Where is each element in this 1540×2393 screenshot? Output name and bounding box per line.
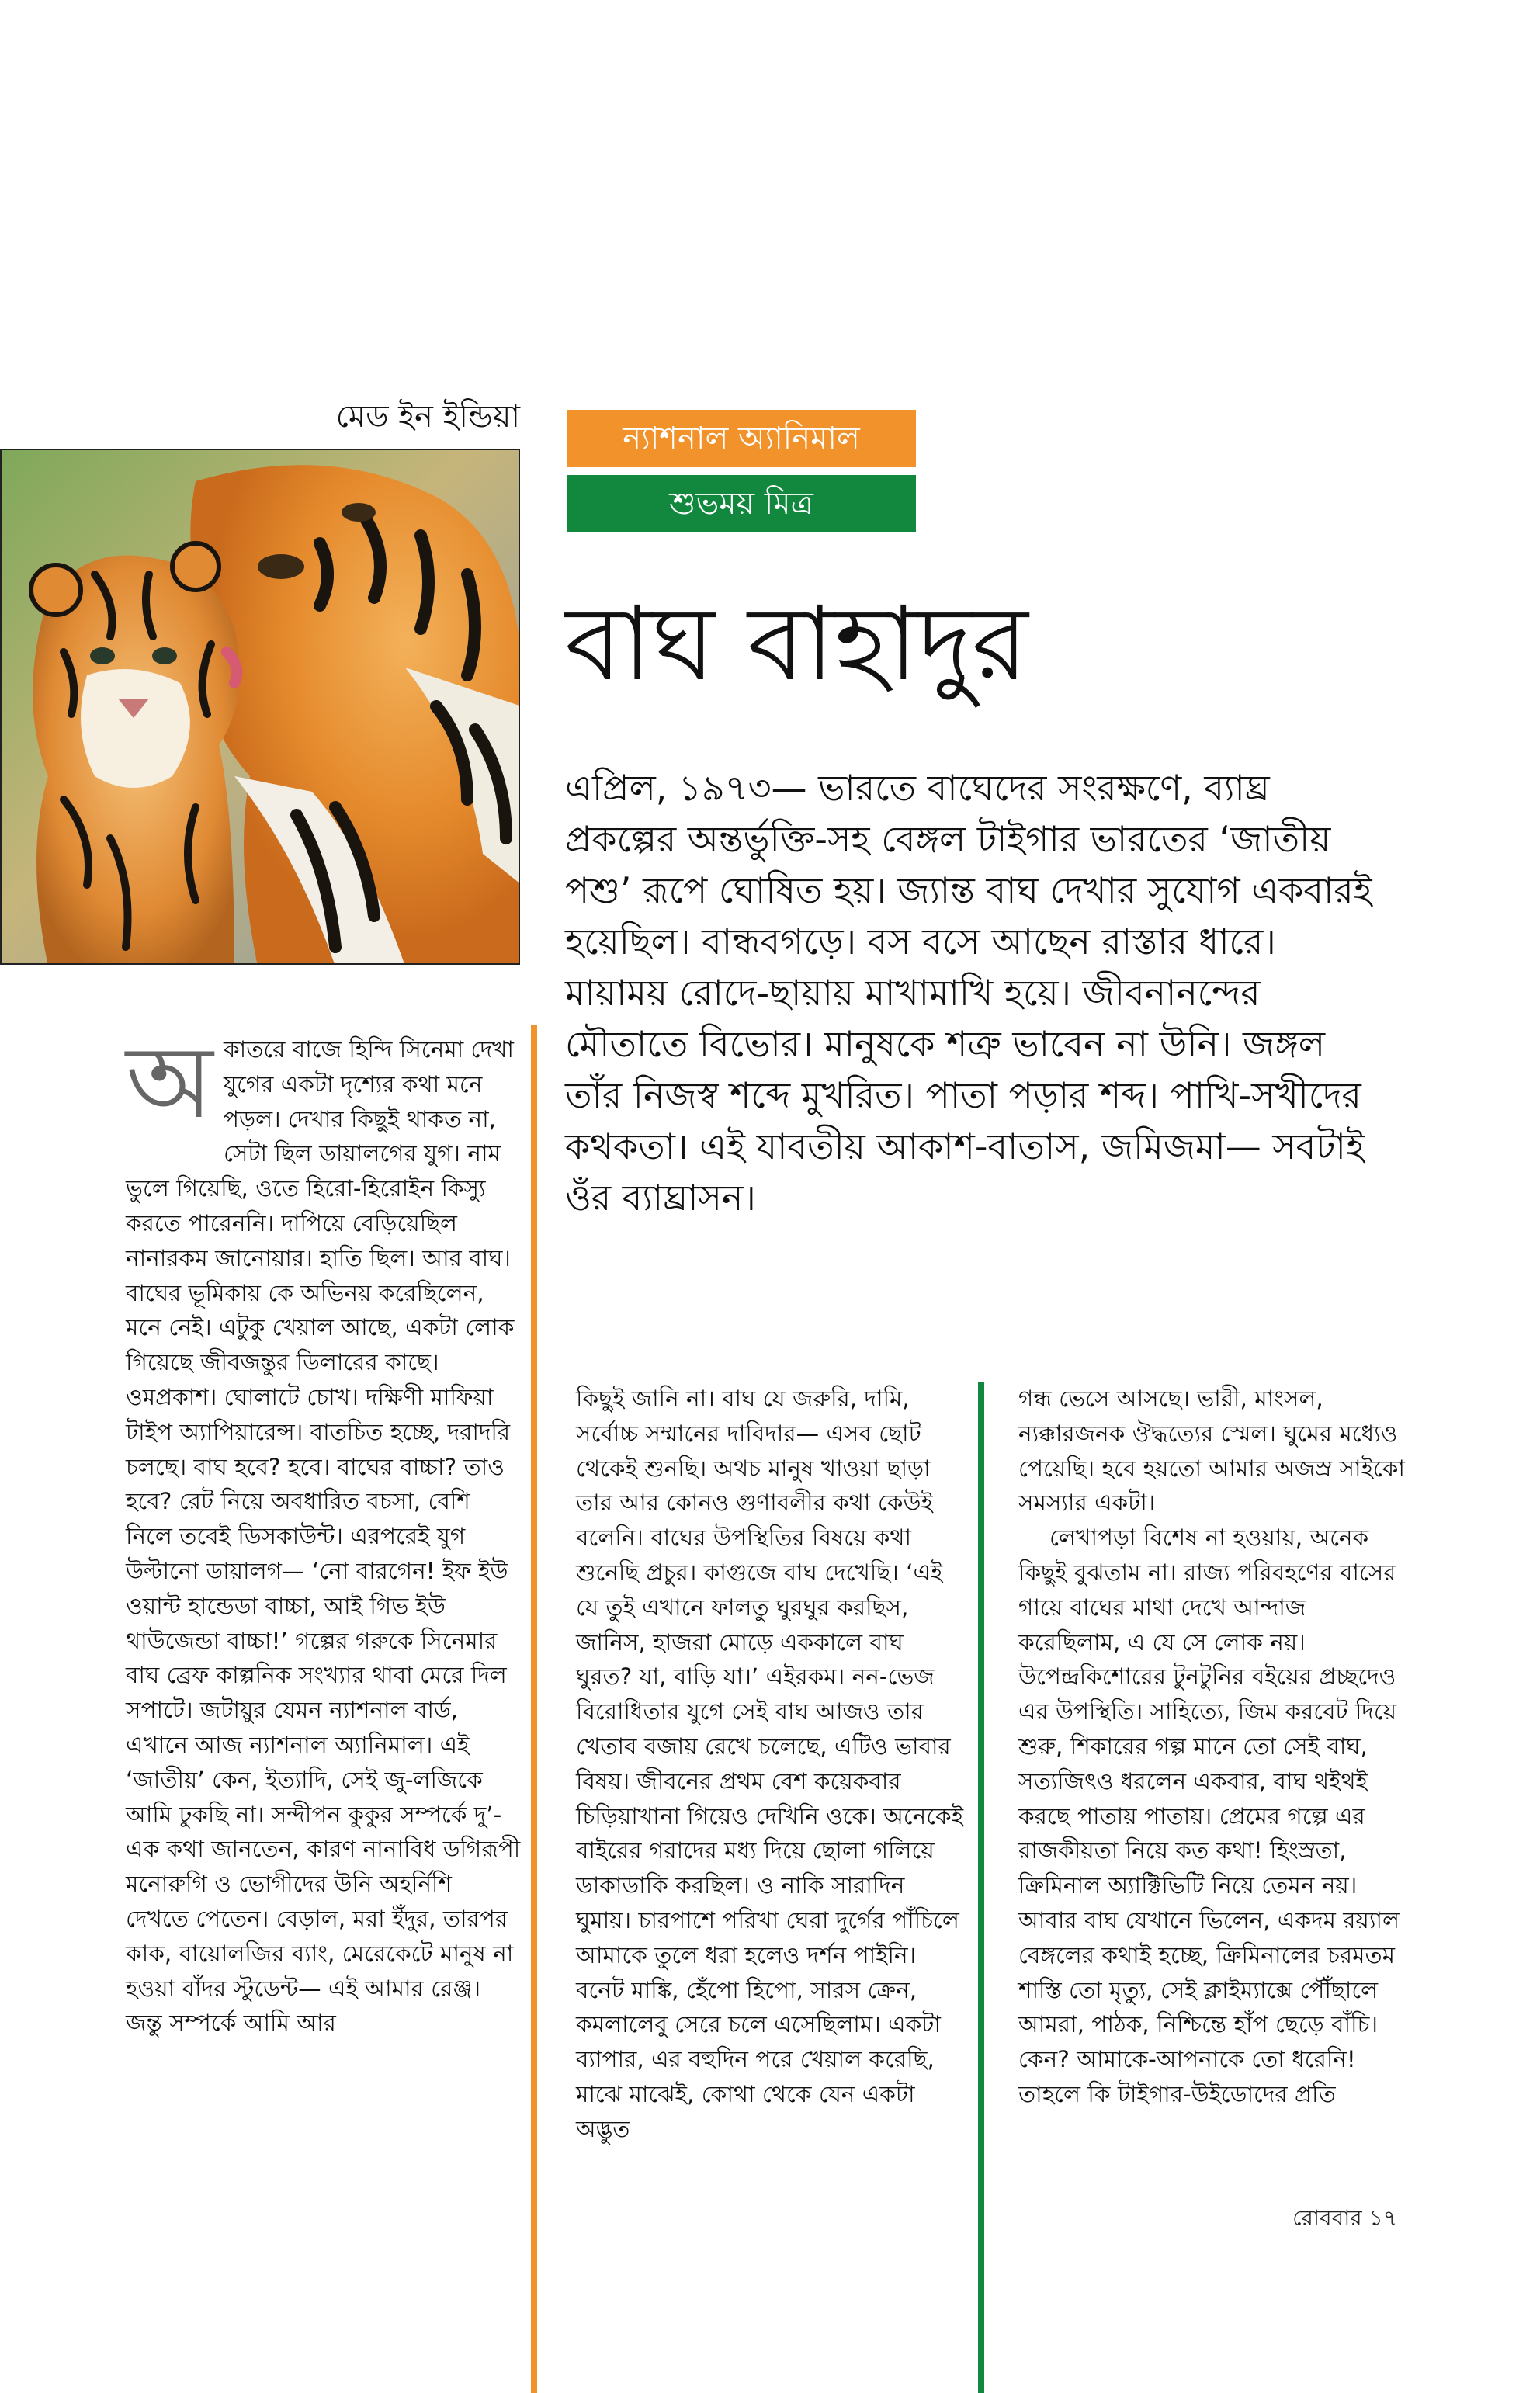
- article-column-1: [126, 1023, 522, 2041]
- column-3-paragraph-2: লেখাপড়া বিশেষ না হওয়ায়, অনেক কিছুই বুঝতাম না। রাজ্য পরিবহণের বাসের গায়ে বাঘের মাথা দেখে আন্দাজ করেছিলাম, এ যে সে লোক নয়। উপেন্দ্রকিশোরের টুনটুনির বইয়ের প্রচ্ছদেও এর উপস্থিতি। সাহিত্যে, জিম করবেট দিয়ে শুরু, শিকারের গল্প মানে তো সেই বাঘ, সত্যজিৎও ধরলেন একবার, বাঘ থইথই করছে পাতায় পাতায়। প্রেমের গল্পে এর রাজকীয়তা নিয়ে কত কথা! হিংস্রতা, ক্রিমিনাল অ্যাক্টিভিটি নিয়ে তেমন নয়। আবার বাঘ যেখানে ভিলেন, একদম রয়্যাল বেঙ্গলের কথাই হচ্ছে, ক্রিমিনালের চরমতম শাস্তি তো মৃত্যু, সেই ক্লাইম্যাক্সে পৌঁছালে আমরা, পাঠক, নিশ্চিন্তে হাঁপ ছেড়ে বাঁচি। কেন? আমাকে-আপনাকে তো ধরেনি! তাহলে কি টাইগার-উইডোদের প্রতি: [1018, 1524, 1400, 2107]
- article-column-3: [1018, 1382, 1406, 2112]
- column-2-text: কিছুই জানি না। বাঘ যে জরুরি, দামি, সর্বোচ্চ সম্মানের দাবিদার— এসব ছোট থেকেই শুনছি। অথচ মানুষ খাওয়া ছাড়া তার আর কোনও গুণাবলীর কথা কেউই বলেনি। বাঘের উপস্থিতির বিষয়ে কথা শুনেছি প্রচুর। কাগুজে বাঘ দেখেছি। ‘এই যে তুই এখানে ফালতু ঘুরঘুর করছিস, জানিস, হাজরা মোড়ে এককালে বাঘ ঘুরত? যা, বাড়ি যা।’ এইরকম। নন-ভেজ বিরোধিতার যুগে সেই বাঘ আজও তার খেতাব বজায় রেখে চলেছে, এটিও ভাবার বিষয়। জীবনের প্রথম বেশ কয়েকবার চিড়িয়াখানা গিয়েও দেখিনি ওকে। অনেকেই বাইরের গরাদের মধ্য দিয়ে ছোলা গলিয়ে ডাকাডাকি করছিল। ও নাকি সারাদিন ঘুমায়। চারপাশে পরিখা ঘেরা দুর্গের পাঁচিলে আমাকে তুলে ধরা হলেও দর্শন পাইনি। বনেট মাঙ্কি, হেঁপো হিপো, সারস ক্রেন, কমলালেবু সেরে চলে এসেছিলাম। একটা ব্যাপার, এর বহুদিন পরে খেয়াল করেছি, মাঝে মাঝেই, কোথা থেকে যেন একটা অদ্ভুত: [576, 1386, 964, 2142]
- article-column-2: [576, 1382, 964, 2147]
- headline: বাঘ বাহাদুর: [565, 584, 1028, 704]
- column-rule-orange: [531, 1025, 537, 2393]
- intro-paragraph: [565, 762, 1388, 1223]
- drop-cap: অ: [126, 1023, 213, 1141]
- section-label: মেড ইন ইন্ডিয়া: [335, 399, 520, 435]
- tiger-photo: [0, 449, 520, 965]
- topic-tag: ন্যাশনাল অ্যানিমাল: [567, 410, 916, 467]
- column-rule-green: [978, 1382, 984, 2393]
- column-3-paragraph-1: গন্ধ ভেসে আসছে। ভারী, মাংসল, ন্যক্কারজনক ঔদ্ধত্যের স্মেল। ঘুমের মধ্যেও পেয়েছি। হবে হয়তো আমার অজস্র সাইকো সমস্যার একটা।: [1018, 1386, 1405, 1517]
- column-1-text: কাতরে বাজে হিন্দি সিনেমা দেখা যুগের একটা দৃশ্যের কথা মনে পড়ল। দেখার কিছুই থাকত না, সেটা ছিল ডায়ালগের যুগ। নাম ভুলে গিয়েছি, ওতে হিরো-হিরোইন কিস্যু করতে পারেননি। দাপিয়ে বেড়িয়েছিল নানারকম জানোয়ার। হাতি ছিল। আর বাঘ। বাঘের ভূমিকায় কে অভিনয় করেছিলেন, মনে নেই। এটুকু খেয়াল আছে, একটা লোক গিয়েছে জীবজন্তুর ডিলারের কাছে। ওমপ্রকাশ। ঘোলাটে চোখ। দক্ষিণী মাফিয়া টাইপ অ্যাপিয়ারেন্স। বাতচিত হচ্ছে, দরাদরি চলছে। বাঘ হবে? হবে। বাঘের বাচ্চা? তাও হবে? রেট নিয়ে অবধারিত বচসা, বেশি নিলে তবেই ডিসকাউন্ট। এরপরেই যুগ উল্টানো ডায়ালগ— ‘নো বারগেন! ইফ ইউ ওয়ান্ট হান্ডেডা বাচ্চা, আই গিভ ইউ থাউজেন্ডা বাচ্চা!’ গল্পের গরুকে সিনেমার বাঘ ব্রেফ কাল্পনিক সংখ্যার থাবা মেরে দিল সপাটে। জটায়ুর যেমন ন্যাশনাল বার্ড, এখানে আজ ন্যাশনাল অ্যানিমাল। এই ‘জাতীয়’ কেন, ইত্যাদি, সেই জু-লজিকে আমি ঢুকছি না। সন্দীপন কুকুর সম্পর্কে দু’-এক কথা জানতেন, কারণ নানাবিধ ডগিরূপী মনোরুগি ও ভোগীদের উনি অহর্নিশি দেখতে পেতেন। বেড়াল, মরা ইঁদুর, তারপর কাক, বায়োলজির ব্যাং, মেরেকেটে মানুষ না হওয়া বাঁদর স্টুডেন্ট— এই আমার রেঞ্জ। জন্তু সম্পর্কে আমি আর: [126, 1036, 521, 2037]
- intro-text: এপ্রিল, ১৯৭৩— ভারতে বাঘেদের সংরক্ষণে, ব্যাঘ্র প্রকল্পের অন্তর্ভুক্তি-সহ বেঙ্গল টাইগার ভারতের ‘জাতীয় পশু’ রূপে ঘোষিত হয়। জ্যান্ত বাঘ দেখার সুযোগ একবারই হয়েছিল। বান্ধবগড়ে। বস বসে আছেন রাস্তার ধারে। মায়াময় রোদে-ছায়ায় মাখামাখি হয়ে। জীবনানন্দের মৌতাতে বিভোর। মানুষকে শত্রু ভাবেন না উনি। জঙ্গল তাঁর নিজস্ব শব্দে মুখরিত। পাতা পড়ার শব্দ। পাখি-সখীদের কথকতা। এই যাবতীয় আকাশ-বাতাস, জমিজমা— সবটাই ওঁর ব্যাঘ্রাসন।: [565, 767, 1372, 1219]
- author-tag: শুভময় মিত্র: [567, 475, 916, 532]
- page-footer: রোববার ১৭: [1292, 2205, 1397, 2231]
